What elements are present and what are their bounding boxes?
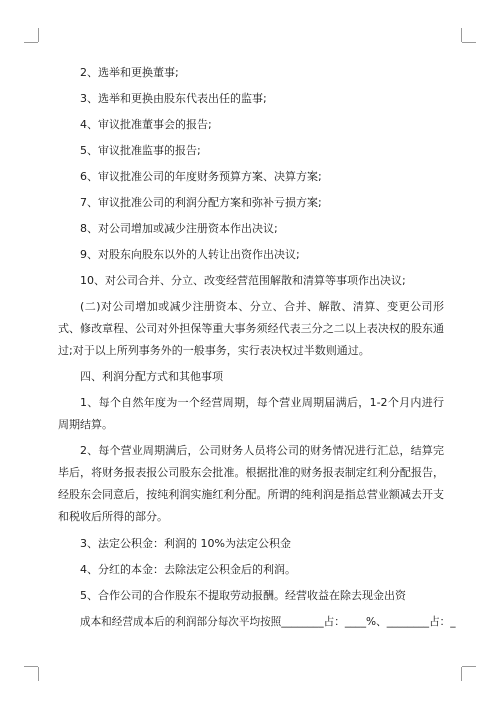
- section-heading-profit-distribution: 四、利润分配方式和其他事项: [80, 370, 223, 383]
- paragraph-profit-5: 5、合作公司的合作股东不提取劳动报酬。经营收益在除去现金出资: [80, 589, 406, 602]
- paragraph-item-8: 8、对公司增加或减少注册资本作出决议;: [80, 222, 278, 235]
- paragraph-item-4: 4、审议批准董事会的报告;: [80, 118, 212, 131]
- paragraph-profit-2: 2、每个营业周期满后，公司财务人员将公司的财务情况进行汇总，结算完毕后，将财务报表报公司股东会批准。根据批准的财务报表制定红利分配报告，经股东会同意后，按纯利润实施红利分配。所谓的纯利润是指总营业额减去开支和税收后所得的部分。: [58, 444, 444, 523]
- crop-mark-bottom-right-vertical: [461, 667, 462, 681]
- crop-mark-top-right-horizontal: [462, 42, 476, 43]
- document-body: [58, 62, 456, 633]
- crop-mark-top-left-vertical: [38, 28, 39, 42]
- crop-mark-bottom-left-vertical: [38, 667, 39, 681]
- paragraph-item-2: 2、选举和更换董事;: [80, 66, 179, 79]
- paragraph-item-5: 5、审议批准监事的报告;: [80, 144, 201, 157]
- paragraph-profit-5-continued: 成本和经营成本后的利润部分每次平均按照________占：____%、________占：_: [80, 616, 456, 628]
- paragraph-item-6: 6、审议批准公司的年度财务预算方案、决算方案;: [80, 170, 322, 183]
- paragraph-item-3: 3、选举和更换由股东代表出任的监事;: [80, 92, 267, 105]
- crop-mark-top-right-vertical: [461, 28, 462, 42]
- paragraph-item-7: 7、审议批准公司的利润分配方案和弥补亏损方案;: [80, 196, 322, 209]
- paragraph-profit-1: 1、每个自然年度为一个经营周期，每个营业周期届满后，1-2个月内进行周期结算。: [58, 396, 444, 431]
- paragraph-profit-4: 4、分红的本金：去除法定公积金后的利润。: [80, 563, 296, 576]
- paragraph-item-10: 10、对公司合并、分立、改变经营范围解散和清算等事项作出决议;: [80, 274, 406, 287]
- paragraph-clause-two: (二)对公司增加或减少注册资本、分立、合并、解散、清算、变更公司形式、修改章程、公司对外担保等重大事务须经代表三分之二以上表决权的股东通过;对于以上所列事务外的一般事务，实行表决权过半数则通过。: [58, 300, 444, 357]
- crop-mark-top-left-horizontal: [24, 42, 38, 43]
- paragraph-item-9: 9、对股东向股东以外的人转让出资作出决议;: [80, 248, 300, 261]
- crop-mark-bottom-left-horizontal: [24, 666, 38, 667]
- crop-mark-bottom-right-horizontal: [462, 666, 476, 667]
- paragraph-profit-3: 3、法定公积金：利润的 10%为法定公积金: [80, 537, 291, 550]
